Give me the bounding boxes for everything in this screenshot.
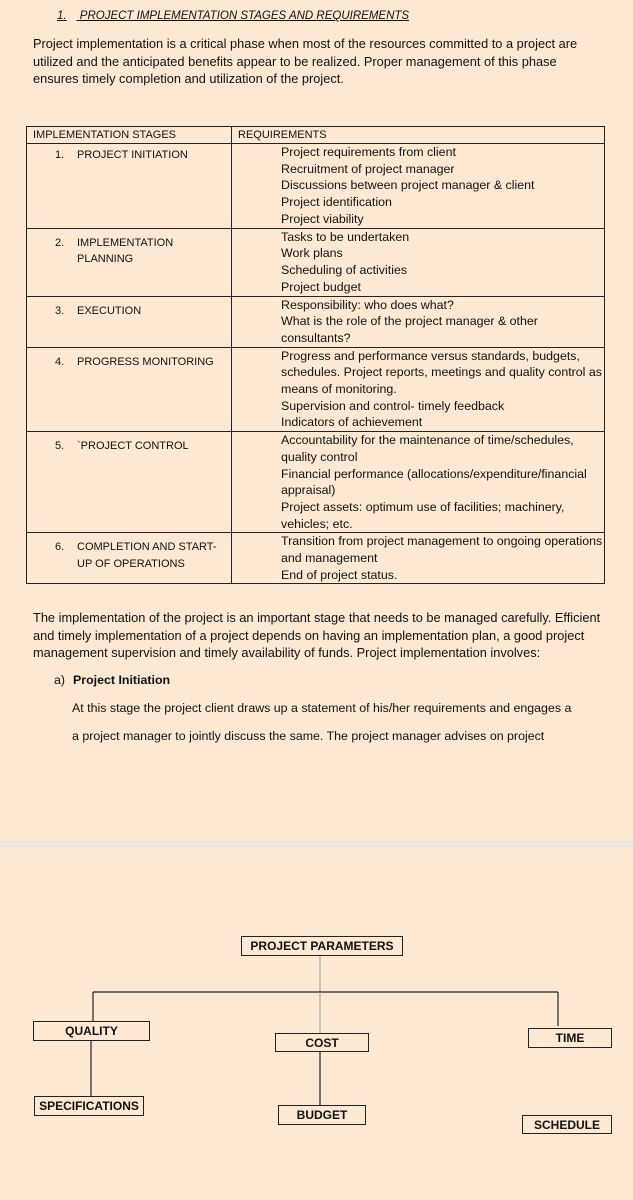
requirement-item: Supervision and control- timely feedback — [281, 398, 505, 413]
stage-cell — [27, 533, 232, 584]
stage-number: 6. — [55, 541, 65, 554]
requirement-item: Project identification — [281, 195, 392, 210]
requirement-item: Scheduling of activities — [281, 262, 408, 277]
stages-table — [26, 126, 605, 584]
stage-cell — [27, 347, 232, 432]
requirement-item: Accountability for the maintenance of time/schedules, quality control — [281, 433, 574, 464]
schedule-box: SCHEDULE — [522, 1115, 612, 1134]
stage-cell — [27, 144, 232, 229]
budget-box: BUDGET — [278, 1105, 366, 1125]
stage-name: COMPLETION AND START-UP OF OPERATIONS — [77, 541, 217, 571]
stage-number: 2. — [55, 236, 65, 249]
requirement-item: Project budget — [281, 279, 361, 294]
requirement-item: Project assets: optimum use of facilities; machinery, vehicles; etc. — [281, 499, 565, 531]
requirements-cell — [232, 432, 605, 533]
page-separator — [0, 841, 633, 848]
requirement-item: Project viability — [281, 211, 364, 226]
requirement-item: Recruitment of project manager — [281, 161, 455, 176]
stage-number: 5. — [55, 440, 65, 453]
stage-name: EXECUTION — [77, 304, 142, 317]
requirement-item: Progress and performance versus standards, budgets, schedules. Project reports, meetings and quality control as means of monitoring. — [281, 348, 602, 397]
stage-name: IMPLEMENTATION PLANNING — [77, 236, 174, 266]
subsection-text-line: a project manager to jointly discuss the same. The project manager advises on project — [72, 729, 545, 743]
subsection-marker: a) — [54, 673, 66, 687]
stage-number: 1. — [55, 149, 65, 161]
cost-box: COST — [275, 1033, 369, 1052]
requirement-item: Financial performance (allocations/expenditure/financial appraisal) — [281, 466, 587, 498]
body-paragraph: The implementation of the project is an important stage that needs to be managed carefully. Efficient and timely implementation of a project depends on having an implementation plan, a good project management supervision and timely availability of funds. Project implementation involves: — [33, 610, 601, 660]
stage-cell — [27, 296, 232, 347]
table-row — [27, 296, 605, 347]
table-header-row — [27, 127, 605, 144]
requirements-cell — [232, 533, 605, 584]
project-parameters-diagram — [0, 848, 633, 1200]
stage-name: `PROJECT CONTROL — [77, 440, 189, 453]
requirement-item: Indicators of achievement — [281, 415, 423, 430]
requirement-item: Discussions between project manager & client — [281, 178, 535, 193]
requirement-item: Responsibility: who does what? — [281, 297, 454, 312]
requirement-item: Tasks to be undertaken — [281, 229, 410, 244]
intro-paragraph: Project implementation is a critical phase when most of the resources committed to a project are utilized and the anticipated benefits appear to be realized. Proper management of this phase ensures timely completion and utilization of the project. — [33, 36, 578, 86]
table-row — [27, 533, 605, 584]
stage-name: PROGRESS MONITORING — [77, 355, 214, 368]
stage-number: 3. — [55, 304, 65, 317]
requirements-cell — [232, 144, 605, 229]
requirements-cell — [232, 347, 605, 432]
time-box: TIME — [528, 1028, 612, 1048]
table-row — [27, 432, 605, 533]
project-parameters-box: PROJECT PARAMETERS — [241, 936, 403, 956]
stage-name: PROJECT INITIATION — [77, 149, 188, 161]
stage-cell — [27, 432, 232, 533]
requirements-cell — [232, 228, 605, 296]
specifications-box: SPECIFICATIONS — [34, 1096, 144, 1116]
subsection-heading — [54, 673, 170, 687]
subsection-title: Project Initiation — [73, 673, 171, 687]
requirement-item: End of project status. — [281, 567, 398, 582]
stage-cell — [27, 228, 232, 296]
section-heading — [57, 10, 409, 22]
requirement-item: Work plans — [281, 246, 343, 261]
header-stages: IMPLEMENTATION STAGES — [27, 127, 232, 144]
stage-number: 4. — [55, 355, 65, 368]
table-row — [27, 228, 605, 296]
table-row — [27, 347, 605, 432]
requirement-item: What is the role of the project manager & other consultants? — [281, 314, 538, 345]
quality-box: QUALITY — [33, 1021, 150, 1041]
table-row — [27, 144, 605, 229]
subsection-text-line: At this stage the project client draws up a statement of his/her requirements and engages a — [72, 701, 572, 715]
section-number: 1. — [57, 10, 67, 22]
requirement-item: Transition from project management to ongoing operations and management — [281, 534, 603, 566]
requirement-item: Project requirements from client — [281, 145, 456, 159]
requirements-cell — [232, 296, 605, 347]
header-requirements: REQUIREMENTS — [232, 127, 605, 144]
section-title: PROJECT IMPLEMENTATION STAGES AND REQUIREMENTS — [79, 10, 410, 22]
